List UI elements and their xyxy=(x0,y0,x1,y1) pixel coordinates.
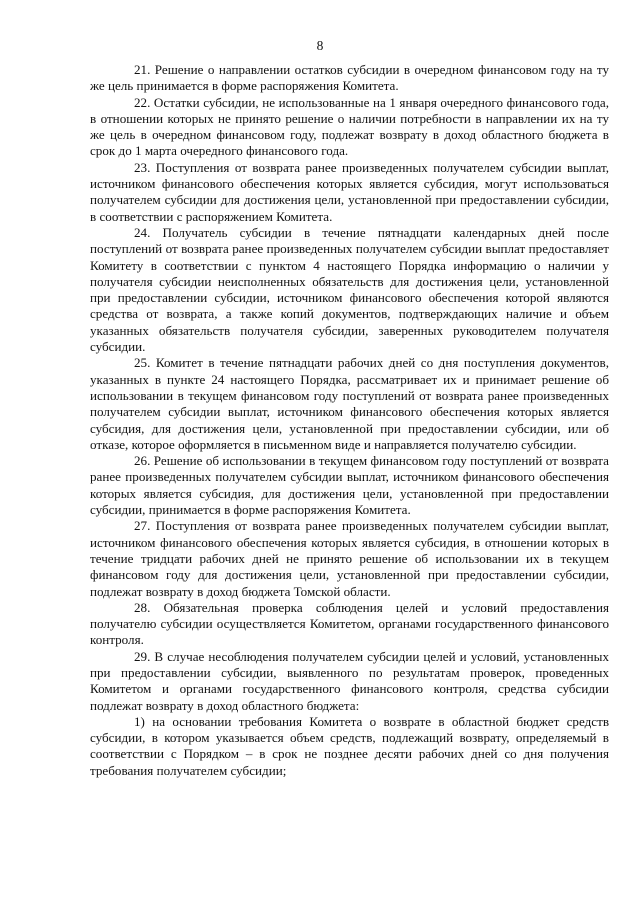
document-body xyxy=(90,62,609,779)
paragraph-27: 27. Поступления от возврата ранее произведенных получателем субсидии выплат, источником финансового обеспечения которых является субсидия, в отношении которых в течение тридцати рабочих дней не принято решение об использовании их в текущем финансовом году для достижения цели, установленной при предоставлении субсидии, подлежат возврату в доход бюджета Томской области. xyxy=(90,518,609,599)
paragraph-29-item-1: 1) на основании требования Комитета о возврате в областной бюджет средств субсидии, в котором указывается объем средств, подлежащий возврату, определяемый в соответствии с Порядком – в срок не позднее десяти рабочих дней со дня получения требования получателем субсидии; xyxy=(90,713,609,778)
paragraph-25: 25. Комитет в течение пятнадцати рабочих дней со дня поступления документов, указанных в пункте 24 настоящего Порядка, рассматривает их и принимает решение об использовании в текущем финансовом году поступлений от возврата ранее произведенных получателем субсидии выплат, источником финансового обеспечения которых является субсидия, для достижения цели, установленной при предоставлении субсидии, или об отказе, которое оформляется в письменном виде и направляется получателю субсидии. xyxy=(90,355,609,452)
paragraph-29: 29. В случае несоблюдения получателем субсидии целей и условий, установленных при предоставлении субсидии, выявленного по результатам проверок, проведенных Комитетом и органами государственного финансового контроля, средства субсидии подлежат возврату в доход областного бюджета: xyxy=(90,648,609,713)
page-number: 8 xyxy=(316,38,324,53)
paragraph-24: 24. Получатель субсидии в течение пятнадцати календарных дней после поступлений от возврата ранее произведенных получателем субсидии выплат предоставляет Комитету в соответствии с пунктом 4 настоящего Порядка информацию о наличии у получателя субсидии неисполненных обязательств для достижения цели, установленной при предоставлении субсидии, источником финансового обеспечения которой являются средства от возврата, а также копий документов, подтверждающих наличие и объем указанных обязательств получателя субсидии, заверенных руководителем получателя субсидии. xyxy=(90,224,609,355)
paragraph-26: 26. Решение об использовании в текущем финансовом году поступлений от возврата ранее произведенных получателем субсидии выплат, источником финансового обеспечения которых является субсидия, для достижения цели, установленной при предоставлении субсидии, принимается в форме распоряжения Комитета. xyxy=(90,453,609,518)
paragraph-28: 28. Обязательная проверка соблюдения целей и условий предоставления получателю субсидии осуществляется Комитетом, органами государственного финансового контроля. xyxy=(90,599,609,648)
paragraph-21: 21. Решение о направлении остатков субсидии в очередном финансовом году на ту же цель принимается в форме распоряжения Комитета. xyxy=(90,62,609,94)
paragraph-23: 23. Поступления от возврата ранее произведенных получателем субсидии выплат, источником финансового обеспечения которых является субсидия, могут использоваться получателем субсидии для достижения цели, установленной при предоставлении субсидии, в соответствии с распоряжением Комитета. xyxy=(90,159,609,224)
paragraph-22: 22. Остатки субсидии, не использованные на 1 января очередного финансового года, в отношении которых не принято решение о наличии потребности в направлении их на ту же цель в очередном финансовом году, подлежат возврату в доход областного бюджета в срок до 1 марта очередного финансового года. xyxy=(90,94,609,159)
